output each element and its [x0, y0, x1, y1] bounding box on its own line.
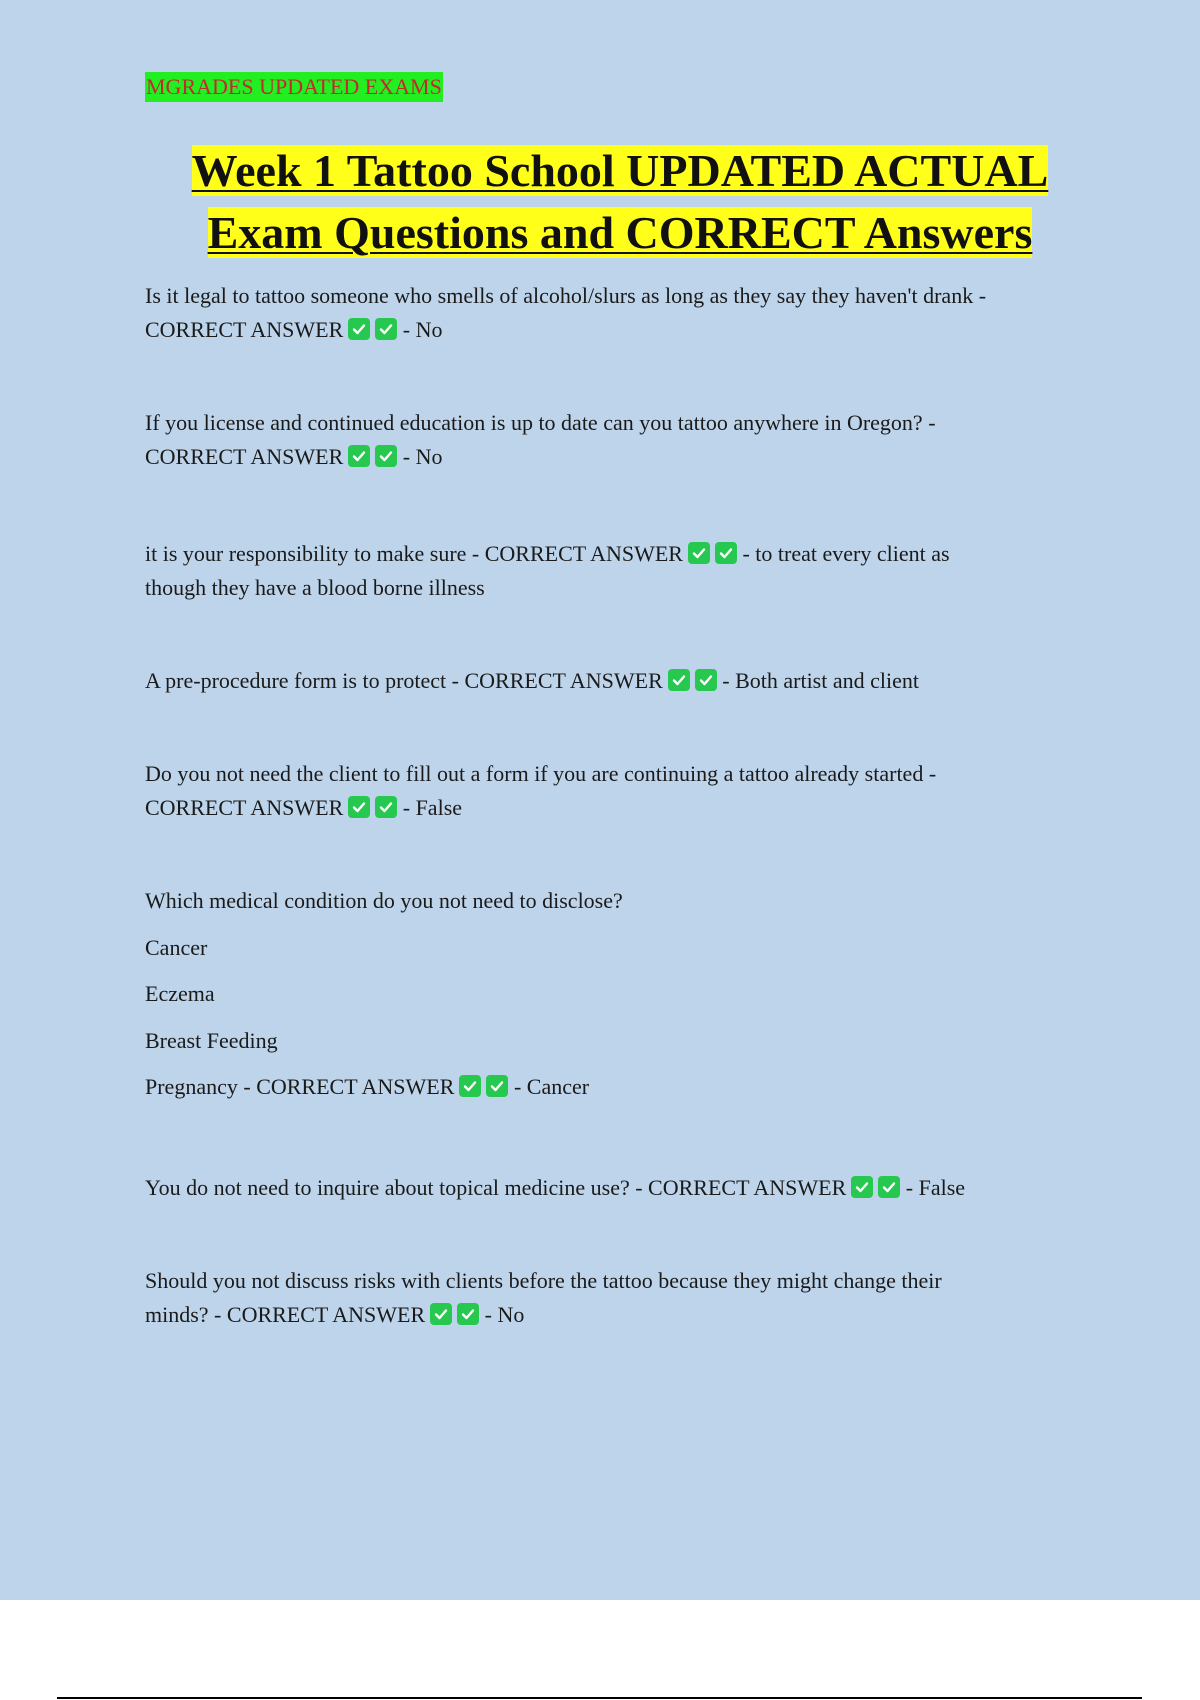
question-text: Is it legal to tattoo someone who smells of alcohol/slurs as long as they say they haven't drank -: [145, 283, 987, 308]
check-mark-icon: [688, 542, 710, 564]
answer-text: - Both artist and client: [722, 668, 919, 693]
answer-label: CORRECT ANSWER: [145, 444, 344, 469]
check-mark-icon: [715, 542, 737, 564]
page-title: [100, 140, 1140, 264]
answer-label: CORRECT ANSWER: [648, 1175, 847, 1200]
answer-text: - No: [402, 317, 443, 342]
answer-label: CORRECT ANSWER: [145, 795, 344, 820]
check-mark-icon: [430, 1303, 452, 1325]
answer-text: - No: [484, 1302, 525, 1327]
qa-item-2: [145, 406, 1075, 474]
qa-item-7: [145, 1171, 1075, 1205]
question-text: Do you not need the client to fill out a form if you are continuing a tattoo already started -: [145, 761, 937, 786]
answer-text-continued: though they have a blood borne illness: [145, 575, 485, 600]
question-text: If you license and continued education is up to date can you tattoo anywhere in Oregon? -: [145, 410, 936, 435]
qa-item-8: [145, 1264, 1075, 1332]
check-mark-icon: [668, 669, 690, 691]
question-text: it is your responsibility to make sure -: [145, 541, 485, 566]
brand-banner: MGRADES UPDATED EXAMS: [145, 72, 443, 102]
question-text: Which medical condition do you not need to disclose?: [145, 888, 623, 913]
qa-item-1: [145, 279, 1075, 347]
check-mark-icon: [851, 1176, 873, 1198]
answer-text: - False: [402, 795, 463, 820]
option-text: Eczema: [145, 981, 215, 1006]
check-mark-icon: [375, 796, 397, 818]
check-mark-icon: [695, 669, 717, 691]
question-text: Should you not discuss risks with clients before the tattoo because they might change their: [145, 1268, 942, 1293]
answer-label: CORRECT ANSWER: [226, 1302, 426, 1327]
option-text: Breast Feeding: [145, 1027, 278, 1053]
question-text-continued: minds? -: [145, 1302, 227, 1327]
title-line-2: Exam Questions and CORRECT Answers: [207, 207, 1033, 258]
answer-label: CORRECT ANSWER: [464, 668, 663, 693]
question-text: A pre-procedure form is to protect -: [145, 668, 465, 693]
check-mark-icon: [459, 1075, 481, 1097]
page-bottom-rule: [57, 1697, 1142, 1699]
check-mark-icon: [348, 796, 370, 818]
check-mark-icon: [457, 1303, 479, 1325]
answer-text: - Cancer: [513, 1074, 590, 1099]
question-text: You do not need to inquire about topical medicine use? -: [145, 1175, 649, 1200]
qa-item-3: [145, 537, 1075, 605]
check-mark-icon: [348, 318, 370, 340]
qa-item-5: [145, 757, 1075, 825]
answer-text: - No: [402, 444, 443, 469]
check-mark-icon: [375, 445, 397, 467]
answer-label: CORRECT ANSWER: [145, 317, 344, 342]
answer-label: CORRECT ANSWER: [484, 541, 683, 566]
option-text: Cancer: [145, 934, 208, 960]
check-mark-icon: [375, 318, 397, 340]
answer-text: - to treat every client as: [742, 541, 950, 566]
option-text: Pregnancy -: [145, 1074, 257, 1099]
title-line-1: Week 1 Tattoo School UPDATED ACTUAL: [191, 145, 1049, 196]
qa-item-4: [145, 664, 1075, 698]
qa-item-6: [145, 884, 1075, 1104]
answer-label: CORRECT ANSWER: [256, 1074, 455, 1099]
check-mark-icon: [486, 1075, 508, 1097]
check-mark-icon: [348, 445, 370, 467]
answer-text: - False: [905, 1175, 966, 1200]
check-mark-icon: [878, 1176, 900, 1198]
